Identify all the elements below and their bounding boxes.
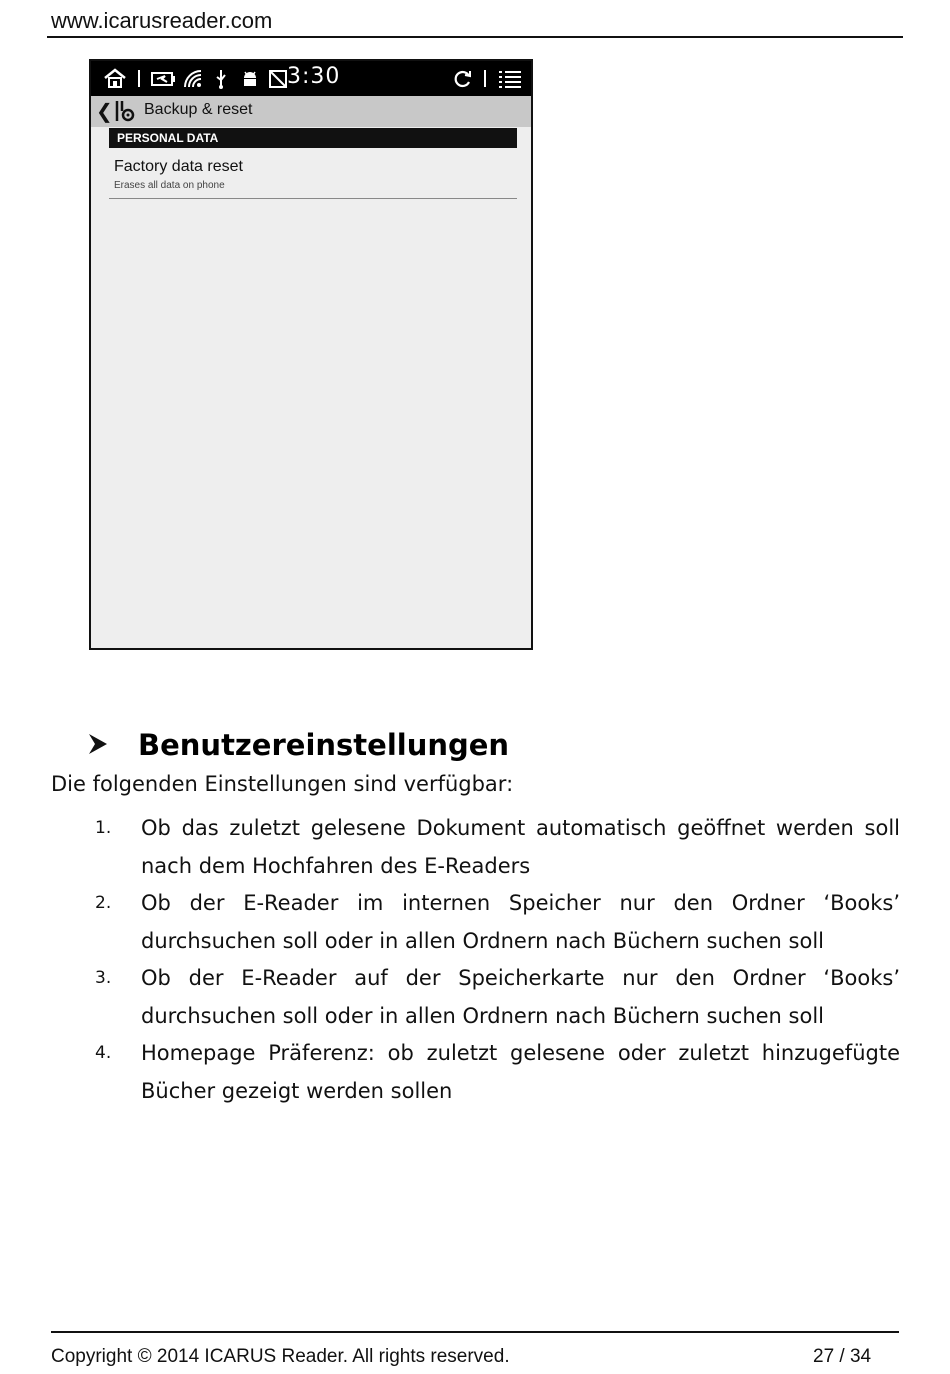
status-separator: [138, 70, 140, 87]
footer-copyright: Copyright © 2014 ICARUS Reader. All rights reserved.: [51, 1346, 510, 1367]
menu-icon[interactable]: [499, 69, 521, 89]
list-item: [95, 810, 900, 885]
section-header: PERSONAL DATA: [109, 128, 517, 148]
device-screenshot: [89, 59, 533, 650]
status-separator: [484, 70, 486, 87]
list-number: 1.: [95, 818, 112, 838]
list-text: Homepage Präferenz: ob zuletzt gelesene oder zuletzt hinzugefügte Bücher gezeigt werden sollen: [141, 1041, 900, 1103]
list-text: Ob der E-Reader im internen Speicher nur den Ordner ‘Books’ durchsuchen soll oder in allen Ordnern nach Büchern suchen soll: [141, 891, 900, 953]
settings-icon: [113, 99, 135, 123]
list-item: [95, 885, 900, 960]
header-url: www.icarusreader.com: [51, 8, 273, 33]
list-text: Ob das zuletzt gelesene Dokument automatisch geöffnet werden soll nach dem Hochfahren des E-Readers: [141, 816, 900, 878]
list-number: 2.: [95, 893, 112, 913]
page-number: 27 / 34: [813, 1346, 872, 1367]
footer-rule: [51, 1331, 899, 1333]
status-time: 3:30: [287, 64, 341, 89]
chevron-left-icon[interactable]: ❮: [96, 99, 113, 123]
heading-text: Benutzereinstellungen: [138, 728, 510, 762]
header-rule: [47, 36, 903, 38]
usb-icon: [214, 69, 228, 89]
divider: [109, 198, 517, 199]
pref-title: Factory data reset: [114, 158, 243, 175]
clock-icon: [269, 70, 287, 88]
list-number: 3.: [95, 968, 112, 988]
android-icon: [241, 70, 259, 88]
wifi-icon: [183, 69, 203, 89]
list-item: [95, 960, 900, 1035]
sync-icon[interactable]: [453, 69, 473, 89]
list-item: [95, 1035, 900, 1110]
action-bar-title: Backup & reset: [144, 101, 253, 118]
battery-icon: [151, 72, 175, 86]
list-text: Ob der E-Reader auf der Speicherkarte nur den Ordner ‘Books’ durchsuchen soll oder in allen Ordnern nach Büchern suchen soll: [141, 966, 900, 1028]
settings-list: [95, 810, 900, 1110]
intro-text: Die folgenden Einstellungen sind verfügbar:: [51, 772, 514, 796]
home-icon: [103, 68, 127, 88]
factory-reset-item[interactable]: [109, 149, 517, 199]
pref-summary: Erases all data on phone: [114, 180, 225, 191]
status-bar: [91, 61, 531, 96]
action-bar: [91, 96, 531, 127]
arrow-bullet-icon: [87, 732, 109, 756]
list-number: 4.: [95, 1043, 112, 1063]
